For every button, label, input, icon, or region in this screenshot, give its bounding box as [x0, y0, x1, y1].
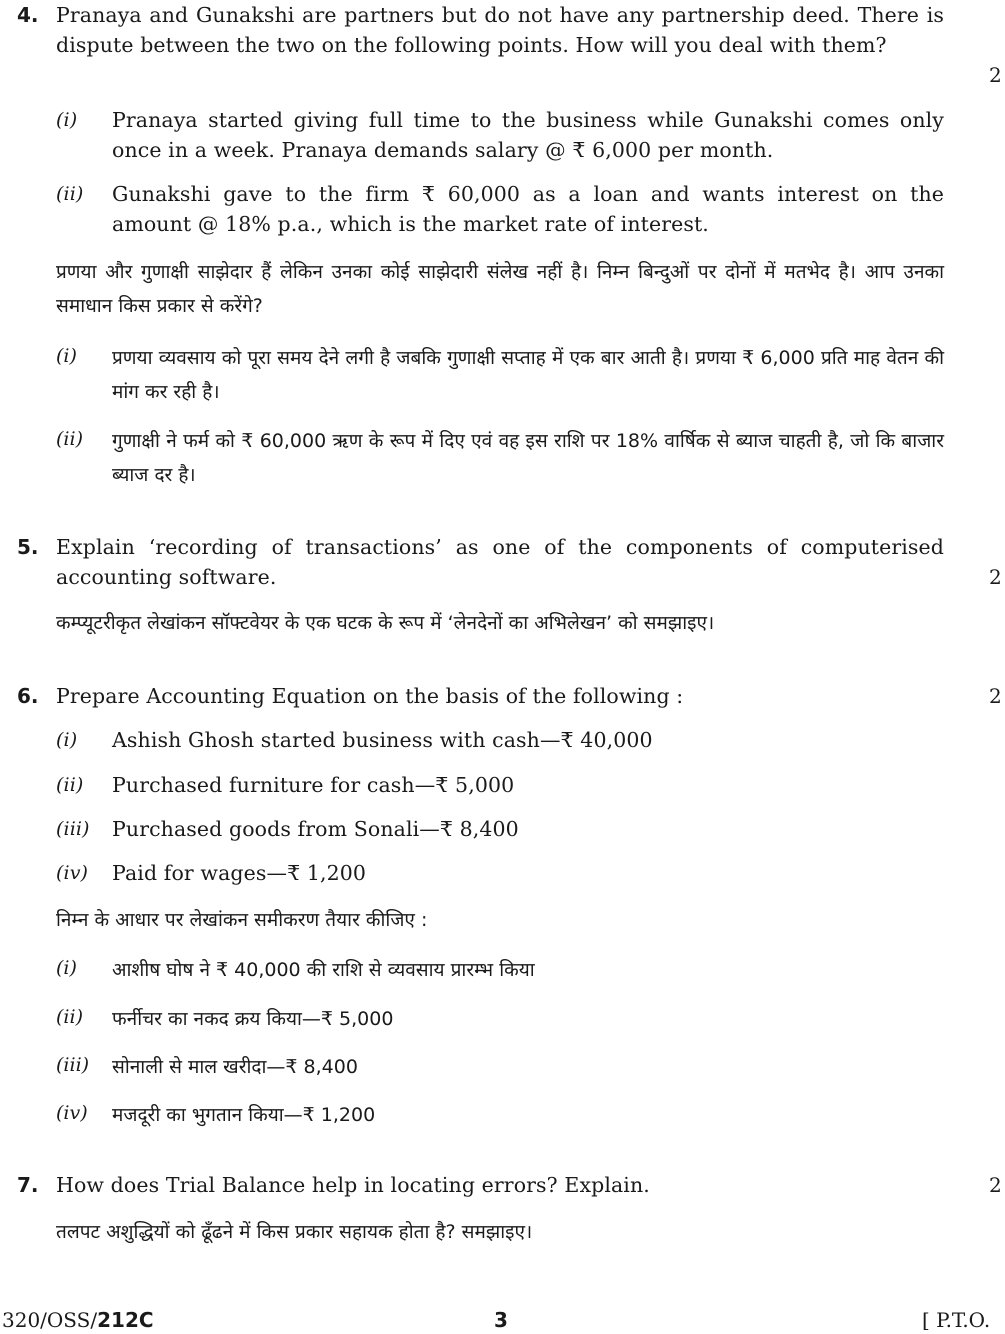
item-number: (ii) — [56, 183, 84, 205]
item-text: सोनाली से माल खरीदा—₹ 8,400 — [112, 1056, 358, 1078]
marks: 2 — [989, 684, 1002, 708]
question-number: 6. — [17, 684, 39, 708]
question-text-en: Pranaya and Gunakshi are partners but do not have any partnership deed. There is dispute between the two on the following points. How will you deal with them? — [56, 3, 944, 57]
item-number: (i) — [56, 109, 78, 131]
item-text: आशीष घोष ने ₹ 40,000 की राशि से व्यवसाय प्रारम्भ किया — [112, 959, 535, 981]
item-text: Paid for wages—₹ 1,200 — [112, 861, 367, 885]
question-number: 4. — [17, 3, 39, 27]
item-text: Purchased furniture for cash—₹ 5,000 — [112, 773, 515, 797]
question-number: 7. — [17, 1173, 39, 1197]
item-number: (ii) — [56, 1006, 83, 1028]
paper-code-prefix: 320/OSS/ — [2, 1308, 98, 1332]
list-item — [56, 1050, 944, 1084]
question-text-en: Prepare Accounting Equation on the basis of the following : — [56, 684, 684, 708]
item-number: (ii) — [56, 774, 84, 796]
marks: 2 — [989, 63, 1002, 87]
pto-label: [ P.T.O. — [922, 1308, 991, 1332]
list-item — [56, 1002, 944, 1036]
question-text-en: Explain ‘recording of transactions’ as one of the components of computerised accounting software. — [56, 535, 944, 589]
item-number: (i) — [56, 957, 77, 979]
list-item — [56, 424, 944, 492]
item-text: प्रणया व्यवसाय को पूरा समय देने लगी है जबकि गुणाक्षी सप्ताह में एक बार आती है। प्रणया ₹ 6,000 प्रति माह वेतन की मांग कर रही है। — [112, 347, 944, 403]
list-item — [56, 770, 944, 800]
question-number: 5. — [17, 535, 39, 559]
list-item — [56, 858, 944, 888]
item-number: (iv) — [56, 1102, 88, 1124]
list-item — [56, 105, 944, 165]
paper-code-bold: 212C — [97, 1308, 154, 1332]
item-text: Pranaya started giving full time to the business while Gunakshi comes only once in a week. Pranaya demands salary @ ₹ 6,000 per month. — [112, 108, 944, 162]
item-text: Gunakshi gave to the firm ₹ 60,000 as a loan and wants interest on the amount @ 18% p.a., which is the market rate of interest. — [112, 182, 944, 236]
item-text: गुणाक्षी ने फर्म को ₹ 60,000 ऋण के रूप में दिए एवं वह इस राशि पर 18% वार्षिक से ब्याज चाहती है, जो कि बाजार ब्याज दर है। — [112, 430, 944, 486]
item-text: Purchased goods from Sonali—₹ 8,400 — [112, 817, 519, 841]
question-text-hi: तलपट अशुद्धियों को ढूँढने में किस प्रकार सहायक होता है? समझाइए। — [56, 1221, 533, 1243]
item-number: (i) — [56, 345, 77, 367]
list-item — [56, 179, 944, 239]
item-text: Ashish Ghosh started business with cash—₹ 40,000 — [112, 728, 653, 752]
list-item — [56, 725, 944, 755]
list-item — [56, 1098, 944, 1132]
marks: 2 — [989, 565, 1002, 589]
list-item — [56, 953, 944, 987]
list-item — [56, 814, 944, 844]
question-text-hi: कम्प्यूटरीकृत लेखांकन सॉफ्टवेयर के एक घटक के रूप में ‘लेनदेनों का अभिलेखन’ को समझाइए। — [56, 612, 715, 634]
page-number: 3 — [494, 1308, 508, 1332]
question-text-hi: प्रणया और गुणाक्षी साझेदार हैं लेकिन उनका कोई साझेदारी संलेख नहीं है। निम्न बिन्दुओं पर दोनों में मतभेद है। आप उनका समाधान किस प्रकार से करेंगे? — [56, 261, 944, 317]
item-number: (ii) — [56, 428, 83, 450]
list-item — [56, 341, 944, 409]
item-number: (iii) — [56, 1054, 90, 1076]
item-text: मजदूरी का भुगतान किया—₹ 1,200 — [112, 1104, 376, 1126]
question-text-en: How does Trial Balance help in locating errors? Explain. — [56, 1173, 650, 1197]
item-number: (iii) — [56, 818, 90, 840]
item-number: (i) — [56, 729, 78, 751]
question-text-hi: निम्न के आधार पर लेखांकन समीकरण तैयार कीजिए : — [56, 909, 428, 931]
marks: 2 — [989, 1173, 1002, 1197]
item-text: फर्नीचर का नकद क्रय किया—₹ 5,000 — [112, 1008, 394, 1030]
item-number: (iv) — [56, 862, 89, 884]
